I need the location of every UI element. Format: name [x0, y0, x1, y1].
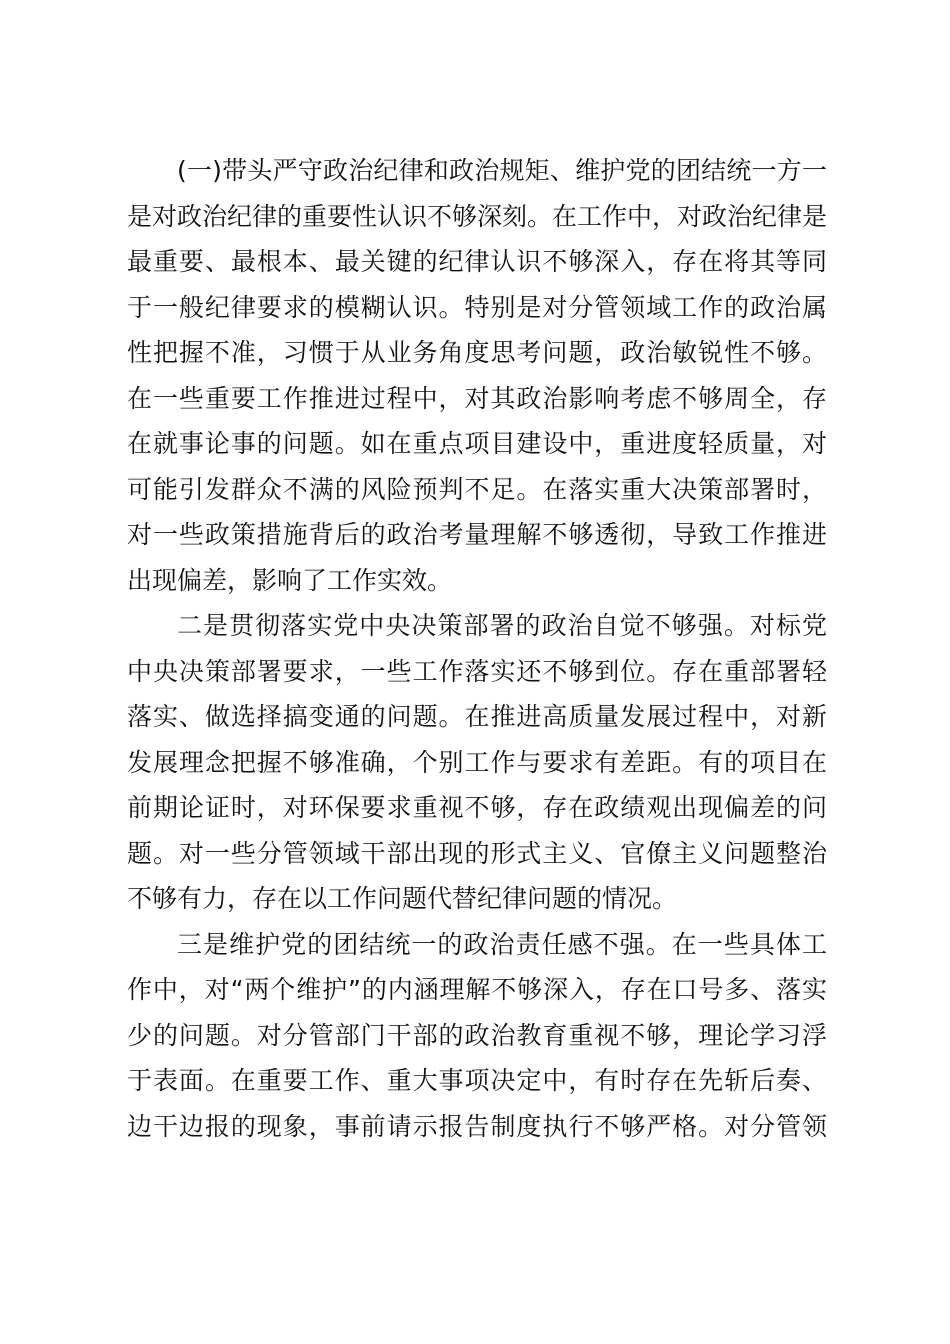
paragraph-1-line-4: 于一般纪律要求的模糊认识。特别是对分管领域工作的政治属	[127, 292, 827, 322]
paragraph-1-line-7: 在就事论事的问题。如在重点项目建设中，重进度轻质量，对	[127, 429, 827, 458]
paragraph-1-line-10: 出现偏差，影响了工作实效。	[127, 565, 453, 595]
paragraph-2-line-1: 二是贯彻落实党中央决策部署的政治自觉不够强。对标党	[177, 611, 827, 640]
paragraph-3-line-4: 于表面。在重要工作、重大事项决定中，有时存在先斩后奏、	[127, 1066, 827, 1095]
paragraph-2-line-6: 题。对一些分管领域干部出现的形式主义、官僚主义问题整治	[127, 838, 827, 868]
paragraph-3-line-3: 少的问题。对分管部门干部的政治教育重视不够，理论学习浮	[127, 1020, 827, 1050]
paragraph-2-line-2: 中央决策部署要求，一些工作落实还不够到位。存在重部署轻	[127, 656, 827, 686]
paragraph-2-line-5: 前期论证时，对环保要求重视不够，存在政绩观出现偏差的问	[127, 793, 827, 822]
document-body	[127, 148, 827, 1149]
paragraph-2-line-4: 发展理念把握不够准确，个别工作与要求有差距。有的项目在	[127, 747, 827, 777]
paragraph-3-line-5: 边干边报的现象，事前请示报告制度执行不够严格。对分管领	[127, 1111, 827, 1141]
paragraph-1-line-2: 是对政治纪律的重要性认识不够深刻。在工作中，对政治纪律是	[127, 201, 828, 231]
paragraph-1-line-6: 在一些重要工作推进过程中，对其政治影响考虑不够周全，存	[127, 383, 827, 413]
paragraph-1-line-5: 性把握不准，习惯于从业务角度思考问题，政治敏锐性不够。	[127, 338, 827, 367]
paragraph-2-line-3: 落实、做选择搞变通的问题。在推进高质量发展过程中，对新	[127, 702, 827, 731]
paragraph-3-line-1: 三是维护党的团结统一的政治责任感不强。在一些具体工	[177, 929, 827, 959]
paragraph-1-line-8: 可能引发群众不满的风险预判不足。在落实重大决策部署时，	[127, 474, 827, 504]
paragraph-2-line-7: 不够有力，存在以工作问题代替纪律问题的情况。	[127, 884, 678, 913]
paragraph-1-line-3: 最重要、最根本、最关键的纪律认识不够深入，存在将其等同	[127, 247, 827, 276]
paragraph-1-line-9: 对一些政策措施背后的政治考量理解不够透彻，导致工作推进	[127, 520, 827, 549]
paragraph-1-line-1: (一)带头严守政治纪律和政治规矩、维护党的团结统一方一	[177, 156, 827, 185]
paragraph-3-line-2: 作中，对“两个维护”的内涵理解不够深入，存在口号多、落实	[127, 975, 827, 1004]
